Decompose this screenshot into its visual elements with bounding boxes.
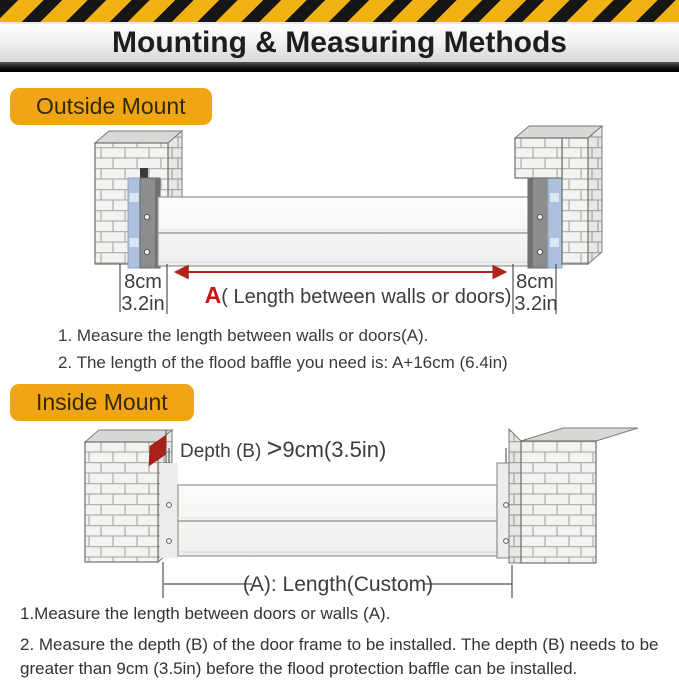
flood-baffle-panel xyxy=(158,197,530,266)
right-door-pillar xyxy=(509,428,638,563)
inside-mount-steps xyxy=(20,602,668,681)
inside-mount-badge xyxy=(10,384,194,421)
inside-mount-badge-label: Inside Mount xyxy=(36,389,168,415)
hazard-stripe-band xyxy=(0,0,679,24)
right-offset-label-in: 3.2in xyxy=(514,293,558,315)
right-mount-bracket xyxy=(528,165,562,268)
outside-mount-steps xyxy=(58,322,658,376)
page-title: Mounting & Measuring Methods xyxy=(112,26,567,59)
inside-step-1: 1.Measure the length between doors or walls (A). xyxy=(20,604,391,623)
length-between-walls-label: A( Length between walls or doors) xyxy=(204,282,512,308)
outside-step-2: 2. The length of the flood baffle you need is: A+16cm (6.4in) xyxy=(58,353,508,372)
outside-mount-diagram xyxy=(0,125,679,318)
left-offset-label-in: 3.2in xyxy=(121,293,165,315)
inside-step-2: 2. Measure the depth (B) of the door frame to be installed. The depth (B) needs to be greater than 9cm (3.5in) before the flood protection baffle can be installed. xyxy=(20,635,659,678)
left-mount-plate xyxy=(160,448,178,558)
outside-step-1: 1. Measure the length between walls or doors(A). xyxy=(58,326,429,345)
outside-mount-badge xyxy=(10,88,212,125)
right-offset-label-cm: 8cm xyxy=(516,271,554,293)
length-custom-label: (A): Length(Custom) xyxy=(242,573,434,596)
title-band xyxy=(0,24,679,62)
left-mount-bracket xyxy=(128,168,160,268)
inside-mount-diagram xyxy=(0,425,679,600)
outside-mount-badge-label: Outside Mount xyxy=(36,93,186,119)
depth-label: Depth (B) >9cm(3.5in) xyxy=(180,433,387,463)
flood-baffle-panel-inside xyxy=(178,485,497,556)
left-offset-label-cm: 8cm xyxy=(124,271,162,293)
title-band-shadow xyxy=(0,62,679,72)
